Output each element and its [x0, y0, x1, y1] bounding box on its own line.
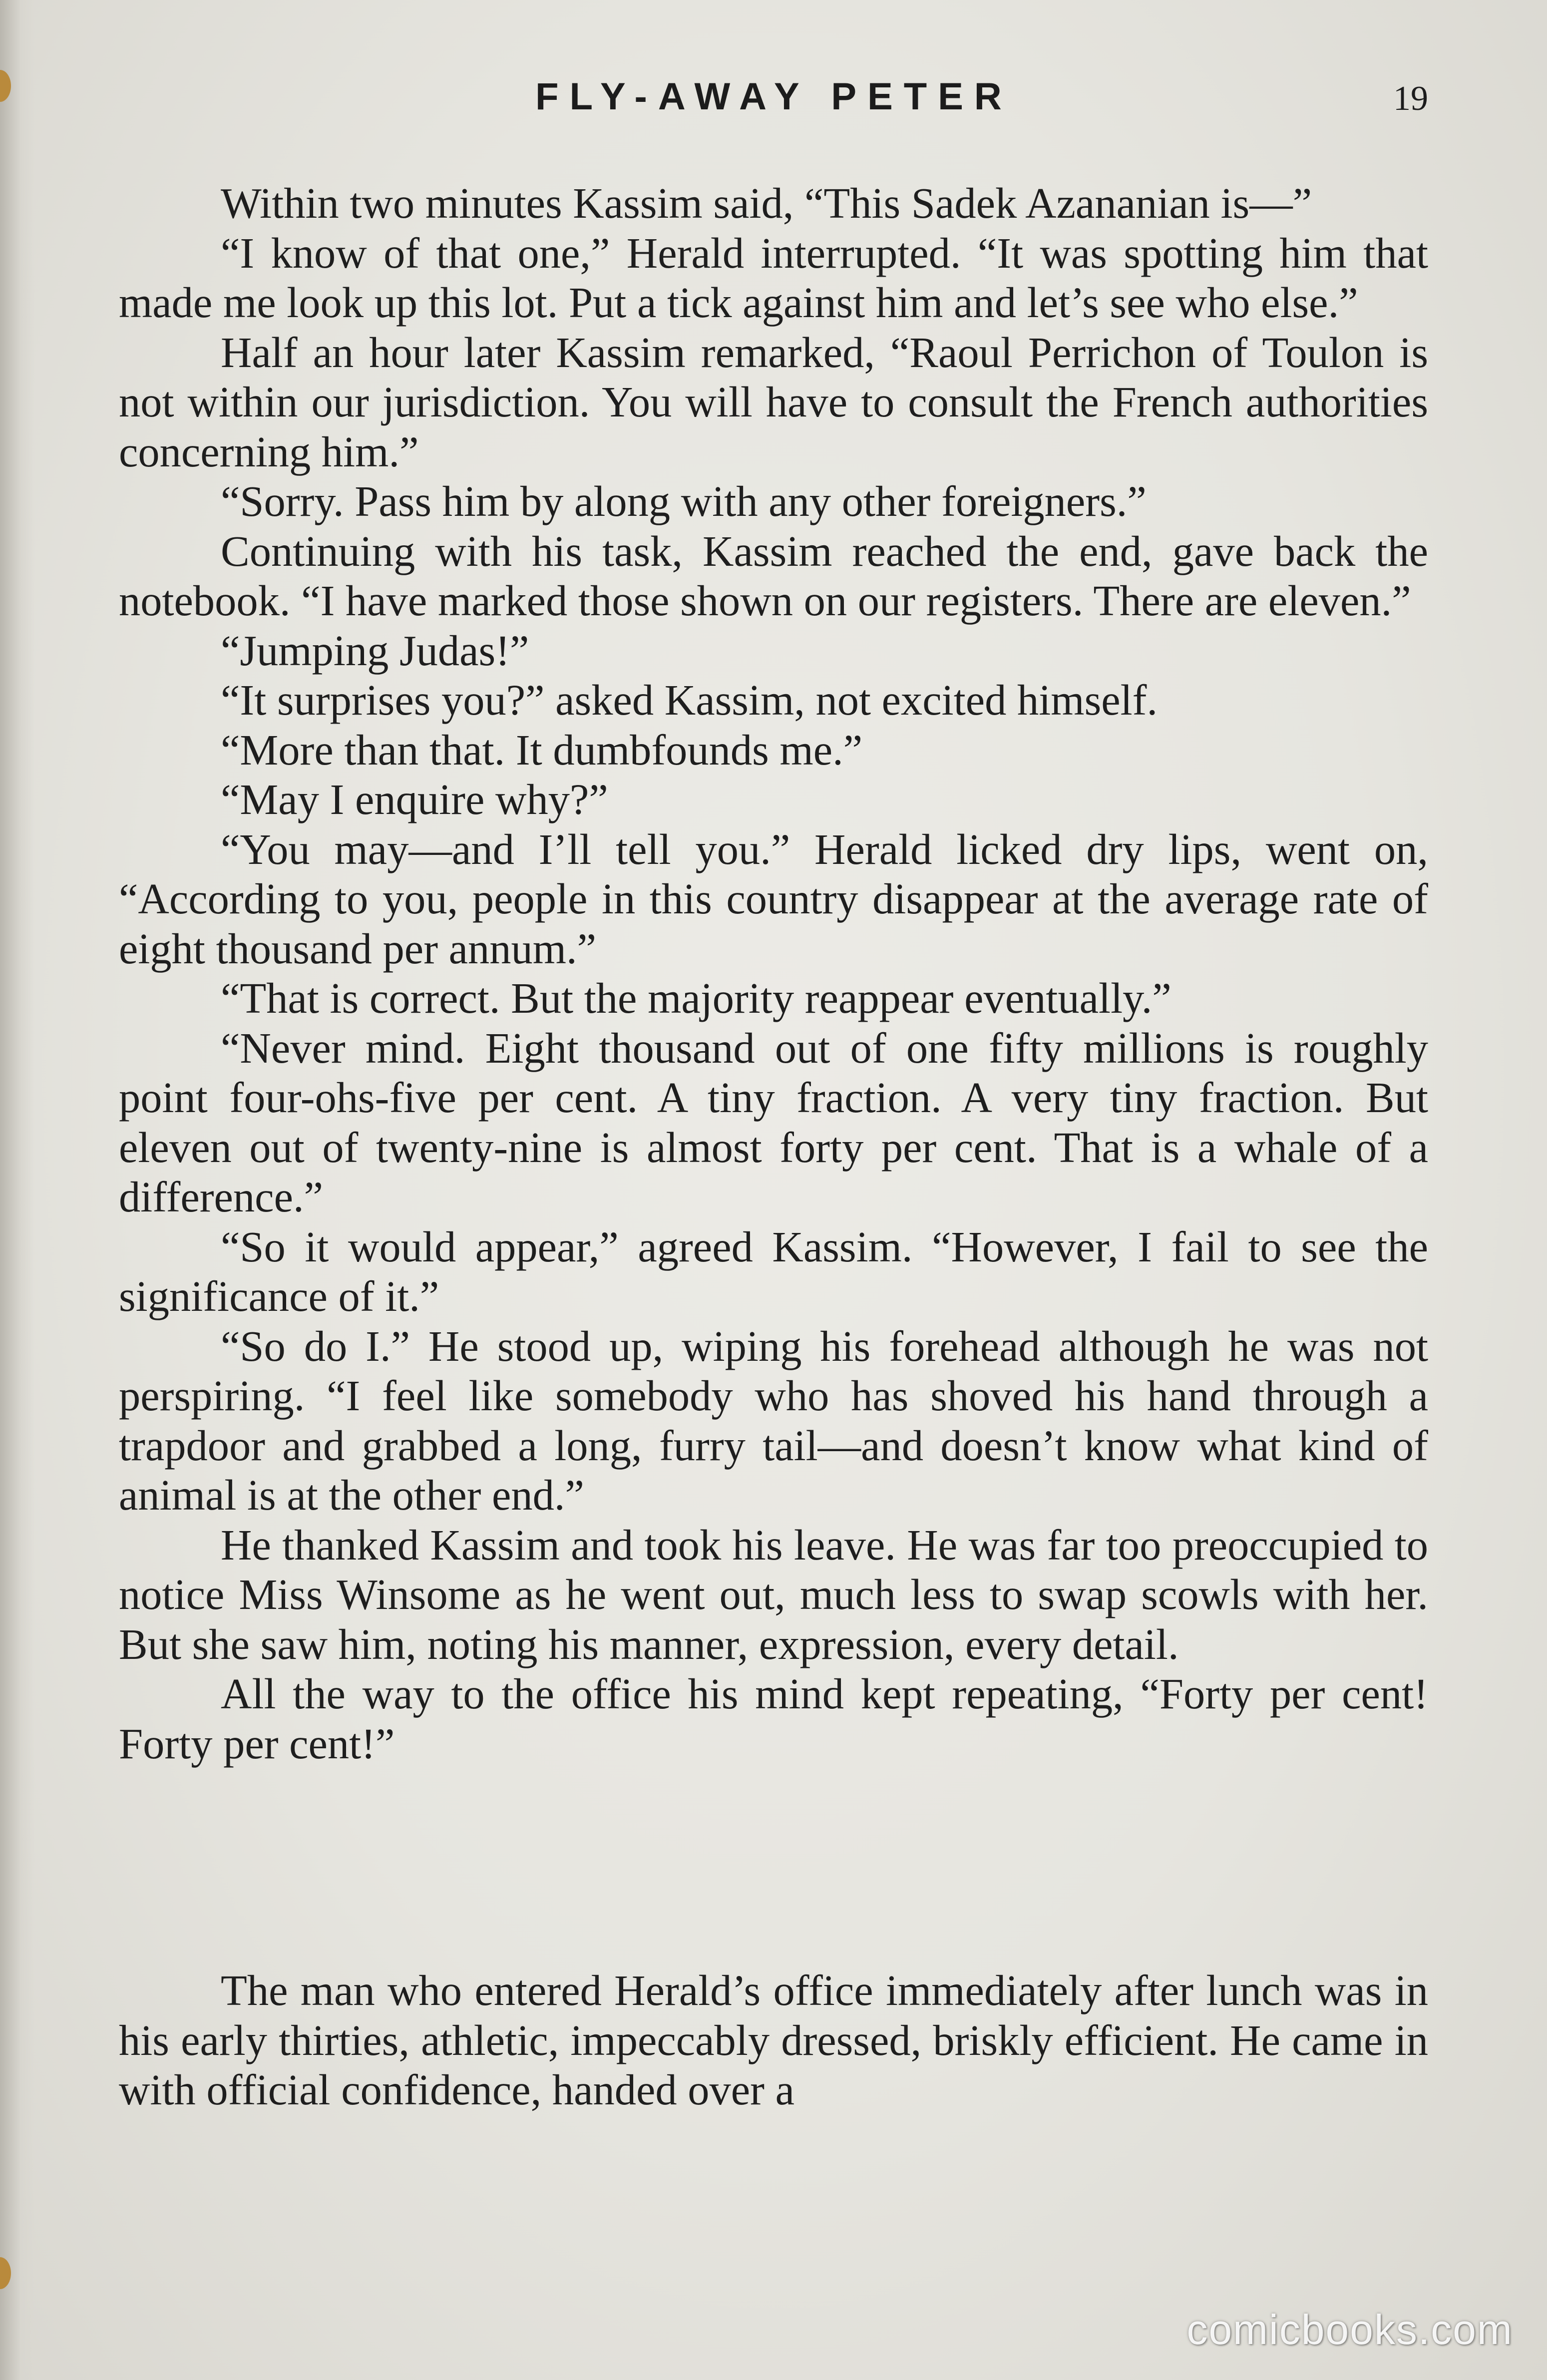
paragraph: “May I enquire why?”	[221, 776, 608, 823]
paragraph: “So it would appear,” agreed Kassim. “However, I fail to see the significance of it.”	[119, 1222, 1428, 1320]
paragraph: He thanked Kassim and took his leave. He was far too preoccupied to notice Miss Winsome as he went out, much less to swap scowls with her. But she saw him, noting his manner, expression, every detail.	[119, 1521, 1428, 1668]
paragraph: “Never mind. Eight thousand out of one fifty millions is roughly point four-ohs-five per cent. A tiny fraction. A very tiny fraction. But eleven out of twenty-nine is almost forty per cent. That is a whale of a difference.”	[119, 1024, 1428, 1221]
binding-edge	[0, 0, 35, 2380]
page-number: 19	[1393, 79, 1428, 118]
paragraph: “I know of that one,” Herald interrupted. “It was spotting him that made me look up this lot. Put a tick against him and let’s see who else.”	[119, 229, 1428, 327]
paragraph: “Jumping Judas!”	[221, 626, 529, 675]
paragraph: Half an hour later Kassim remarked, “Raoul Perrichon of Toulon is not within our jurisdiction. You will have to consult the French authorities concerning him.”	[119, 328, 1428, 476]
paragraph: Continuing with his task, Kassim reached the end, gave back the notebook. “I have marked those shown on our registers. There are eleven.”	[119, 527, 1428, 625]
paragraph: “It surprises you?” asked Kassim, not excited himself.	[221, 676, 1158, 724]
section-break	[119, 1769, 1428, 1966]
paragraph: Within two minutes Kassim said, “This Sadek Azananian is—”	[221, 179, 1312, 227]
paragraph: “You may—and I’ll tell you.” Herald licked dry lips, went on, “According to you, people in this country disappear at the average rate of eight thousand per annum.”	[119, 825, 1428, 973]
paragraph: All the way to the office his mind kept repeating, “Forty per cent! Forty per cent!”	[119, 1670, 1428, 1768]
body-text	[119, 179, 1428, 2115]
paragraph: The man who entered Herald’s office immediately after lunch was in his early thirties, athletic, impeccably dressed, briskly efficient. He came in with official confidence, handed over a	[119, 1967, 1428, 2114]
paragraph: “So do I.” He stood up, wiping his forehead although he was not perspiring. “I feel like somebody who has shoved his hand through a trapdoor and grabbed a long, furry tail—and doesn’t know what kind of animal is at the other end.”	[119, 1322, 1428, 1519]
page-header	[120, 75, 1428, 135]
paragraph: “More than that. It dumbfounds me.”	[221, 726, 863, 774]
paragraph: “That is correct. But the majority reappear eventually.”	[221, 974, 1171, 1022]
running-title: FLY-AWAY PETER	[535, 75, 1013, 118]
paragraph: “Sorry. Pass him by along with any other foreigners.”	[221, 477, 1147, 525]
watermark: comicbooks.com	[1186, 2306, 1513, 2353]
